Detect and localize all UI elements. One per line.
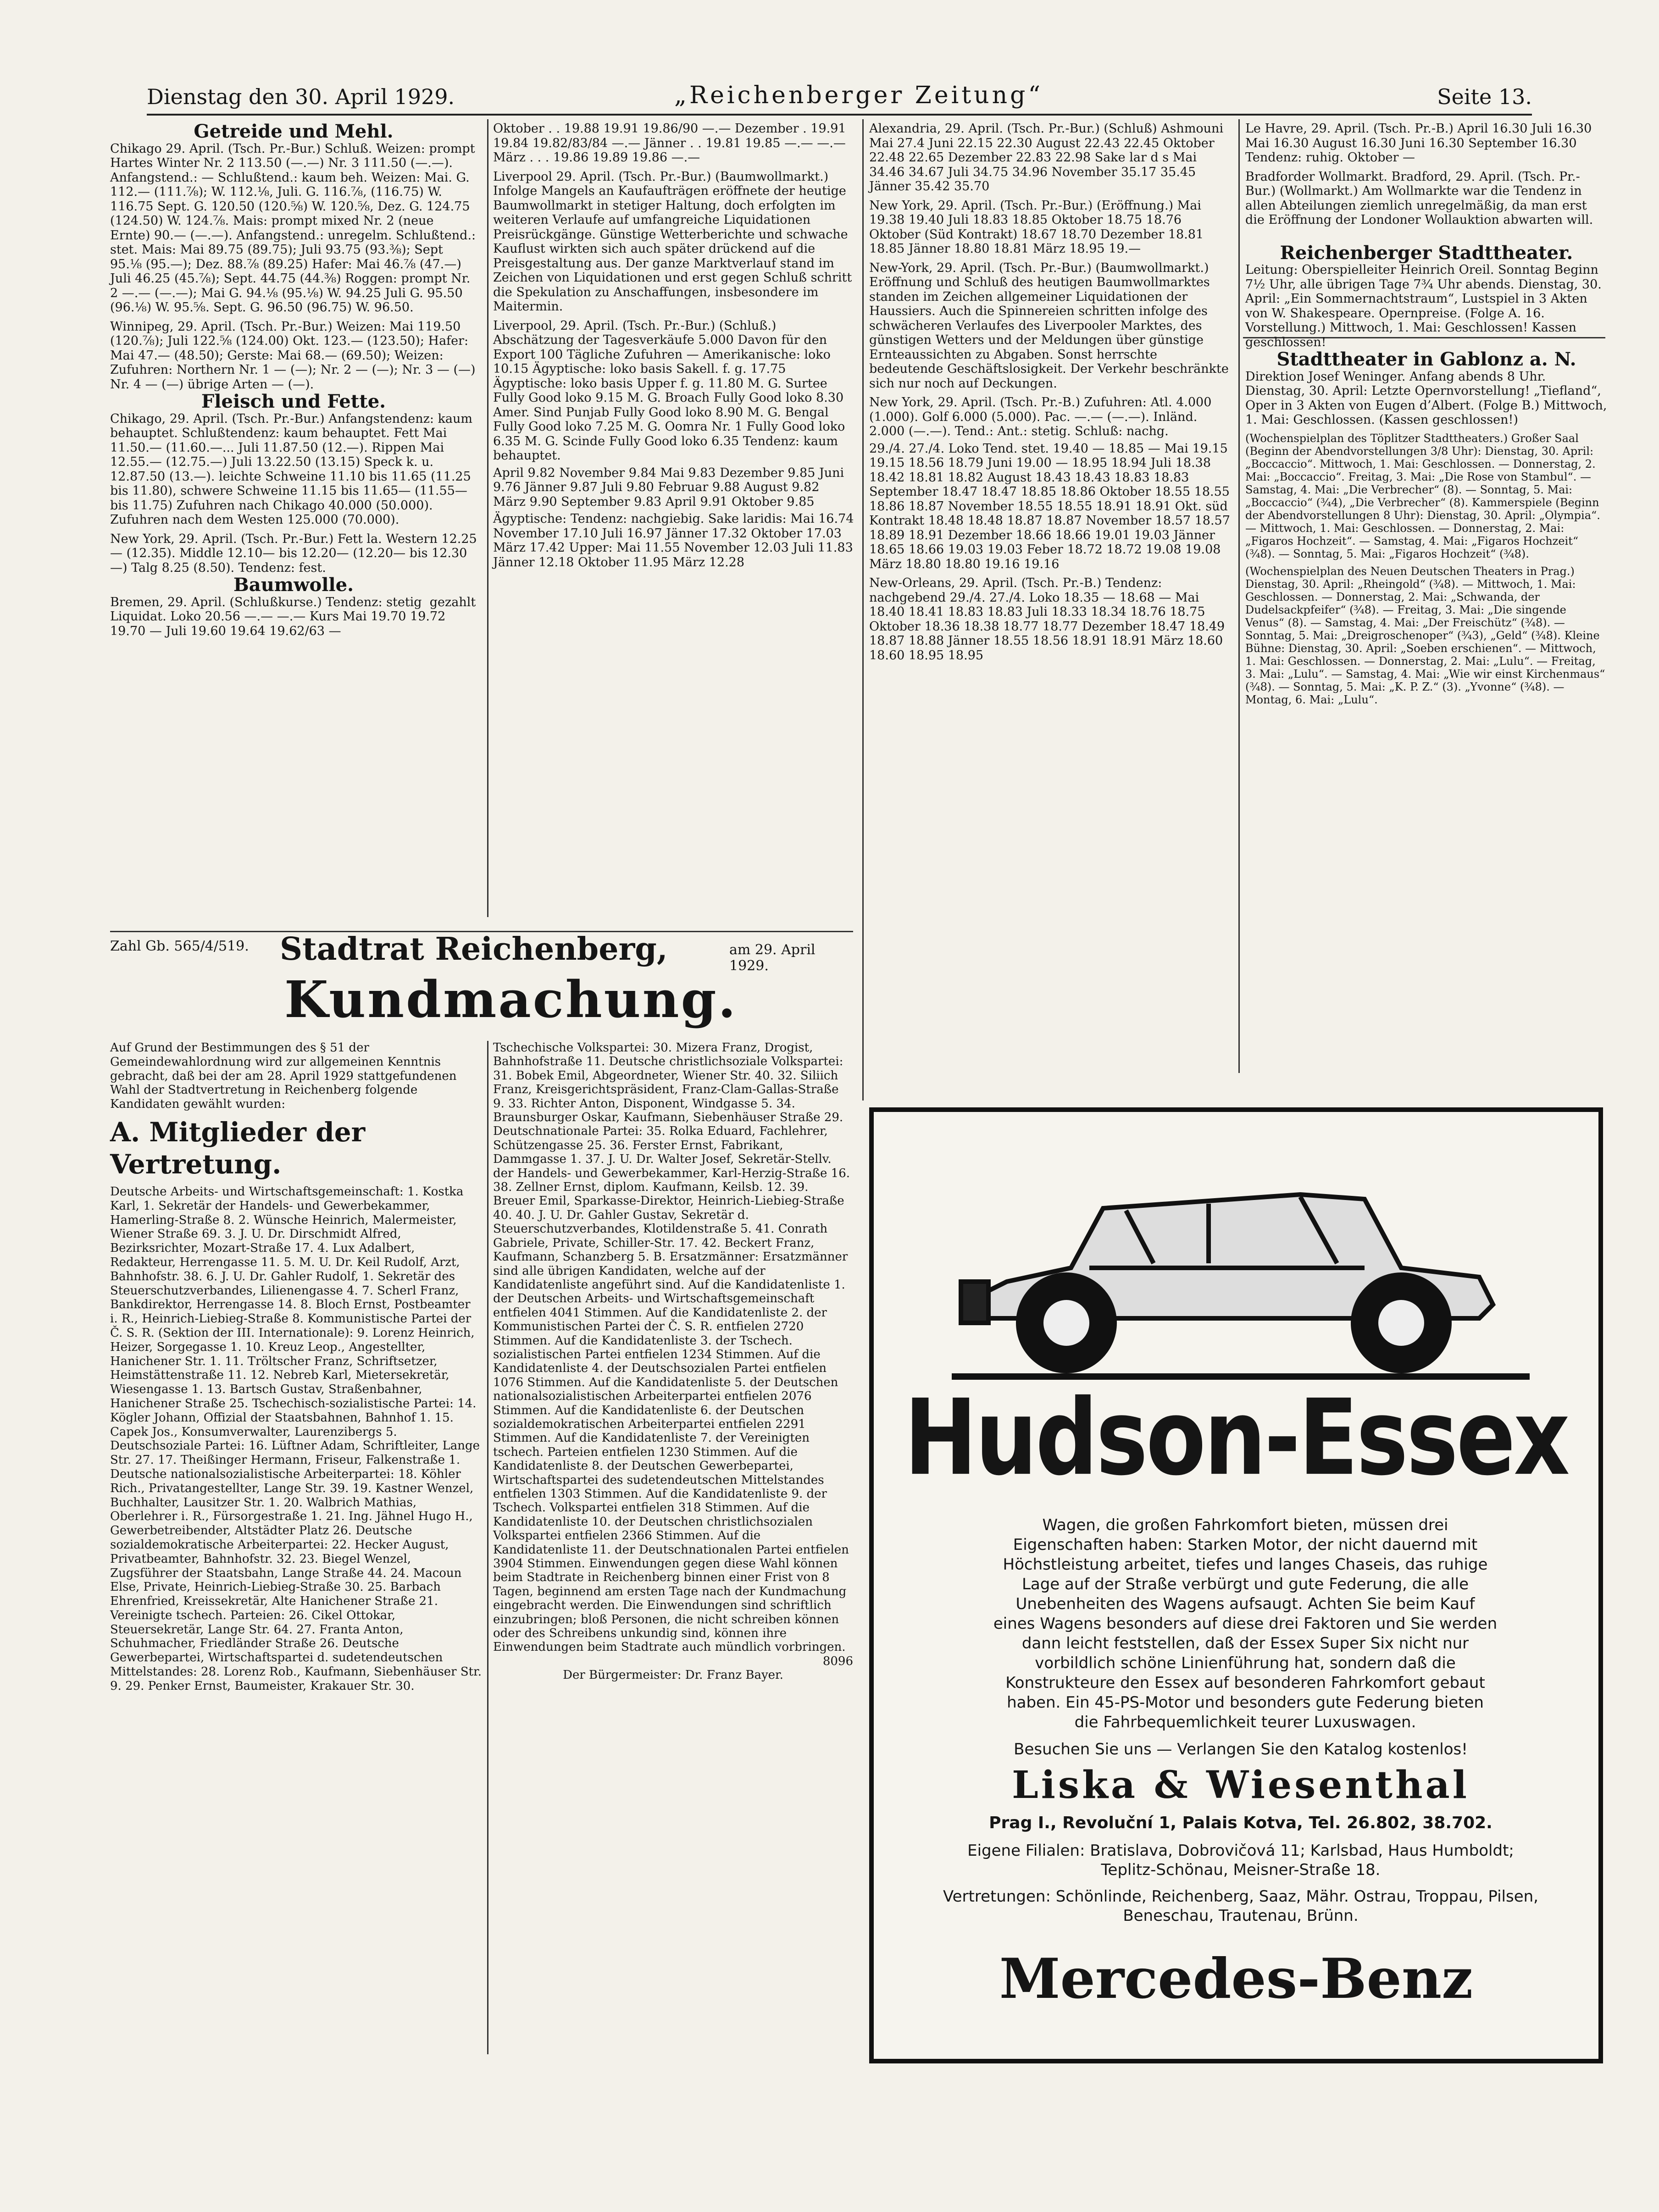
- notice-header: [110, 931, 853, 974]
- page-number: Seite 13.: [1437, 84, 1532, 109]
- ad-address: Prag I., Revoluční 1, Palais Kotva, Tel. 26.802, 38.702.: [989, 1814, 1493, 1832]
- prague-weekly-program: (Wochenspielplan des Neuen Deutschen Theaters in Prag.) Dienstag, 30. April: „Rheingold“ (¾8). — Mittwoch, 1. Mai: Geschlossen. — Donnerstag, 2. Mai: „Schwanda, der Dudelsackpfeifer“ (¾8). — Freitag, 3. Mai: „Die singende Venus“ (8). — Samstag, 4. Mai: „Der Freischütz“ (¾8). — Sonntag, 5. Mai: „Dreigroschenoper“ (¾3), „Geld“ (¾8). Kleine Bühne: Dienstag, 30. April: „Soeben erschienen“. — Mittwoch, 1. Mai: Geschlossen. — Donnerstag, 2. Mai: „Lulu“. — Freitag, 3. Mai: „Lulu“. — Samstag, 4. Mai: „Wie wir einst Kirchenmaus“ (¾8). — Sonntag, 5. Mai: „K. P. Z.“ (3). „Yvonne“ (¾8). — Montag, 6. Mai: „Lulu“.: [1245, 564, 1609, 706]
- header-date: Dienstag den 30. April 1929.: [147, 84, 455, 109]
- column-rule: [862, 119, 864, 1100]
- ad-brand: Hudson-Essex: [904, 1377, 1568, 1499]
- newyork-fat-report: New York, 29. April. (Tsch. Pr.-Bur.) Fett la. Western 12.25— (12.35). Middle 12.10— bis 12.20— (12.20— bis 12.30—) Talg 8.25 (8.50). Tendenz: fest.: [110, 531, 477, 575]
- markets-column-1: [110, 121, 484, 929]
- car-illustration: [952, 1130, 1530, 1387]
- notice-column-1: [110, 1041, 486, 2050]
- markets-column-3: [869, 122, 1232, 1103]
- hudson-essex-ad: [869, 1107, 1603, 2063]
- ad-text: Wagen, die großen Fahrkomfort bieten, müssen drei Eigenschaften haben: Starken Motor, der nicht dauernd mit Höchstleistung arbeitet, tiefes und langes Chaseis, das ruhige Lage auf der Straße verbürgt und gute Federung, die alle Unebenheiten des Wagens aufsaugt. Achten Sie beim Kauf eines Wagens besonders auf diese drei Faktoren und Sie werden dann leicht feststellen, daß der Essex Super Six nicht nur vorbildlich schöne Linienführung hat, sondern daß die Konstrukteure den Essex auf besonderen Fahrkomfort gebaut haben. Ein 45-PS-Motor und besonders gute Federung bieten die Fahrbequemlichkeit teurer Luxuswagen.: [993, 1516, 1498, 1731]
- notice-column-2: [493, 1041, 853, 2050]
- markets-column-2: [493, 122, 858, 929]
- neworleans-table: New-Orleans, 29. April. (Tsch. Pr.-B.) Tendenz: nachgebend 29./4. 27./4. Loko 18.35 — 18.68 — Mai 18.40 18.41 18.83 18.83 Juli 18.33 18.34 18.76 18.75 Oktober 18.36 18.38 18.77 18.77 Dezember 18.47 18.49 18.87 18.88 Jänner 18.55 18.56 18.91 18.91 März 18.60 18.60 18.95 18.95: [869, 576, 1229, 663]
- cotton-futures-table: Oktober . . 19.88 19.91 19.86/90 —.— Dezember . 19.91 19.84 19.82/83/84 —.— Jänner . . 19.81 19.85 —.— —.— März . . . 19.86 19.89 19.86 —.—: [493, 122, 850, 165]
- theater-program: Leitung: Oberspielleiter Heinrich Oreil. Sonntag Beginn 7½ Uhr, alle übrigen Tage 7¾ Uhr abends. Dienstag, 30. April: „Ein Sommernachtstraum“, Lustspiel in 3 Akten von W. Shakespeare. Opernpreise. (Folge A. 16. Vorstellung.) Mittwoch, 1. Mai: Geschlossen! Kassen geschlossen!: [1245, 263, 1606, 349]
- gablonz-program: Direktion Josef Weninger. Anfang abends 8 Uhr. Dienstag, 30. April: Letzte Opernvorstellung! „Tiefland“, Oper in 3 Akten von Eugen d’Albert. (Folge B.) Mittwoch, 1. Mai: Geschlossen. (Kassen geschlossen!): [1245, 369, 1611, 427]
- bradford-report: Bradforder Wollmarkt. Bradford, 29. April. (Tsch. Pr.-Bur.) (Wollmarkt.) Am Wollmarkte war die Tendenz in allen Abteilungen ziemlich unregelmäßig, da man erst die Eröffnung der Londoner Wollauktion abwarten will.: [1245, 169, 1593, 227]
- alexandria-report: Alexandria, 29. April. (Tsch. Pr.-Bur.) (Schluß) Ashmouni Mai 27.4 Juni 22.15 22.30 August 22.43 22.45 Oktober 22.48 22.65 Dezember 22.83 22.98 Sake lar d s Mai 34.46 34.67 Juli 34.75 34.96 November 35.17 35.45 Jänner 35.42 35.70: [869, 122, 1227, 194]
- notice-code: 8096: [822, 1654, 853, 1668]
- chicago-meat-report: Chikago, 29. April. (Tsch. Pr.-Bur.) Anfangstendenz: kaum behauptet. Schlußtendenz: kaum behauptet. Fett Mai 11.50.— (11.60.—... Juli 11.87.50 (12.—). Rippen Mai 12.55.— (12.75.—) Juli 13.22.50 (13.15) Speck k. u. 12.87.50 (13.—). leichte Schweine 11.10 bis 11.65 (11.25 bis 11.80), schwere Schweine 11.15 bis 11.65— (11.55— bis 11.75) Zufuhren nach Chikago 40.000 (50.000). Zufuhren nach dem Westen 125.000 (70.000).: [110, 411, 477, 527]
- ad-dealer: Liska & Wiesenthal: [1012, 1763, 1470, 1807]
- newyork-opening-table: New York, 29. April. (Tsch. Pr.-Bur.) (Eröffnung.) Mai 19.38 19.40 Juli 18.83 18.85 Oktober 18.75 18.76 Oktober (Süd Kontrakt) 18.67 18.70 Dezember 18.81 18.85 Jänner 18.80 18.81 März 18.95 19.—: [869, 198, 1208, 256]
- ad-brand-mercedes: Mercedes-Benz: [999, 1947, 1473, 2011]
- notice-intro: Auf Grund der Bestimmungen des § 51 der Gemeindewahlordnung wird zur allgemeinen Kenntnis gebracht, daß bei der am 28. April 1929 stattgefundenen Wahl der Stadtvertretung in Reichenberg folgende Kandidaten gewählt wurden:: [110, 1041, 461, 1112]
- heading-meat: Fleisch und Fette.: [201, 391, 386, 412]
- theater-heading: Reichenberger Stadttheater.: [1280, 242, 1573, 264]
- notice-authority: Stadtrat Reichenberg,: [280, 931, 668, 968]
- liverpool-closing-table: Liverpool, 29. April. (Tsch. Pr.-Bur.) (Schluß.) Abschätzung der Tagesverkäufe 5.000 Davon für den Export 100 Tägliche Zufuhren — Amerikanische: loko 10.15 Ägyptische: loko basis Sakell. f. g. 17.75 Ägyptische: loko basis Upper f. g. 11.80 M. G. Surtee Fully Good loko 9.15 M. G. Broach Fully Good loko 8.30 Amer. Sind Punjab Fully Good loko 8.90 M. G. Bengal Fully Good loko 7.25 M. G. Oomra Nr. 1 Fully Good loko 6.35 M. G. Scinde Fully Good loko 6.35 Tendenz: kaum behauptet.: [493, 318, 849, 463]
- column-rule: [487, 119, 488, 917]
- notice-signature: Der Bürgermeister: Dr. Franz Bayer.: [563, 1668, 783, 1682]
- ad-representatives: Vertretungen: Schönlinde, Reichenberg, Saaz, Mähr. Ostrau, Troppau, Pilsen, Beneschau, Trautenau, Brünn.: [943, 1887, 1538, 1925]
- liverpool-cotton-report: Liverpool 29. April. (Tsch. Pr.-Bur.) (Baumwollmarkt.) Infolge Mangels an Kaufaufträgen eröffnete der heutige Baumwollmarkt in stetiger Haltung, doch erfolgten im weiteren Verlaufe auf umfangreiche Liquidationen Preisrückgänge. Günstige Wetterberichte und schwache Kauflust wirkten sich auch später drückend auf die Preisgestaltung aus. Der ganze Marktverlauf stand im Zeichen von Liquidationen und erst gegen Schluß schritt die Spekulation zu Anschaffungen, insbesondere im Maitermin.: [493, 169, 856, 314]
- column-rule: [487, 1041, 488, 2054]
- notice-title: Kundmachung.: [284, 970, 738, 1029]
- heading-cotton: Baumwolle.: [233, 574, 354, 596]
- winnipeg-report: Winnipeg, 29. April. (Tsch. Pr.-Bur.) Weizen: Mai 119.50 (120.⅞); Juli 122.⅝ (124.00) Okt. 123.— (123.50); Hafer: Mai 47.— (48.50); Gerste: Mai 68.— (69.50); Weizen: Zufuhren: Northern Nr. 1 — (—); Nr. 2 — (—); Nr. 3 — (—) Nr. 4 — (—) übrige Arten — (—).: [110, 319, 480, 392]
- egyptian-cotton-table: Ägyptische: Tendenz: nachgiebig. Sake laridis: Mai 16.74 November 17.10 Juli 16.97 Jänner 17.32 Oktober 17.03 März 17.42 Upper: Mai 11.55 November 12.03 Juli 11.83 Jänner 12.18 Oktober 11.95 März 12.28: [493, 512, 858, 570]
- gablonz-heading: Stadttheater in Gablonz a. N.: [1276, 348, 1576, 370]
- newyork-futures-table: 29./4. 27./4. Loko Tend. stet. 19.40 — 18.85 — Mai 19.15 19.15 18.56 18.79 Juni 19.00 — 18.95 18.94 Juli 18.38 18.42 18.81 18.82 August 18.43 18.43 18.83 18.83 September 18.47 18.47 18.85 18.86 Oktober 18.55 18.55 18.86 18.87 November 18.55 18.55 18.91 18.91 Okt. süd Kontrakt 18.48 18.48 18.87 18.87 November 18.57 18.57 18.89 18.91 Dezember 18.66 18.66 19.01 19.03 Jänner 18.65 18.66 19.03 19.03 Feber 18.72 18.72 19.08 19.08 März 18.80 18.80 19.16 19.16: [869, 441, 1234, 571]
- heading-grain: Getreide und Mehl.: [194, 121, 394, 142]
- column-4: [1245, 122, 1611, 1075]
- ad-branches: Eigene Filialen: Bratislava, Dobrovičová 11; Karlsbad, Haus Humboldt; Teplitz-Schönau, Meisner-Straße 18.: [967, 1841, 1514, 1879]
- lehavre-report: Le Havre, 29. April. (Tsch. Pr.-B.) April 16.30 Juli 16.30 Mai 16.30 August 16.30 Juni 16.30 September 16.30 Tendenz: ruhig. Oktober —: [1245, 122, 1596, 165]
- ad-visit: Besuchen Sie uns — Verlangen Sie den Katalog kostenlos!: [1014, 1740, 1468, 1759]
- liverpool-futures-table: April 9.82 November 9.84 Mai 9.83 Dezember 9.85 Juni 9.76 Jänner 9.87 Juli 9.80 Februar 9.88 August 9.82 März 9.90 September 9.83 April 9.91 Oktober 9.85: [493, 465, 848, 509]
- teplitz-weekly-program: (Wochenspielplan des Töplitzer Stadttheaters.) Großer Saal (Beginn der Abendvorstellungen 3/8 Uhr): Dienstag, 30. April: „Boccaccio“. Mittwoch, 1. Mai: Geschlossen. — Donnerstag, 2. Mai: „Boccaccio“. Freitag, 3. Mai: „Die Rose von Stambul“. — Samstag, 4. Mai: „Die Verbrecher“ (8). — Sonntag, 5. Mai: „Boccaccio“ (¾4), „Die Verbrecher“ (8). Kammerspiele (Beginn der Abendvorstellungen 8 Uhr): Dienstag, 30. April: „Olympia“. — Mittwoch, 1. Mai: Geschlossen. — Donnerstag, 2. Mai: „Figaros Hochzeit“. — Samstag, 4. Mai: „Figaros Hochzeit“ (¾8). — Sonntag, 5. Mai: „Figaros Hochzeit“ (¾8).: [1245, 431, 1604, 560]
- newyork-receipts: New York, 29. April. (Tsch. Pr.-B.) Zufuhren: Atl. 4.000 (1.000). Golf 6.000 (5.000). Pac. —.— (—.—). Inländ. 2.000 (—.—). Tend.: Ant.: stetig. Schluß: nachg.: [869, 395, 1216, 438]
- column-rule: [1238, 119, 1240, 1073]
- candidate-list-1: Deutsche Arbeits- und Wirtschaftsgemeinschaft: 1. Kostka Karl, 1. Sekretär der Handels- und Gewerbekammer, Hamerling-Straße 8. 2. Wünsche Heinrich, Malermeister, Wiener Straße 69. 3. J. U. Dr. Dirschmidt Alfred, Bezirksrichter, Mozart-Straße 17. 4. Lux Adalbert, Redakteur, Herrengasse 11. 5. M. U. Dr. Keil Rudolf, Arzt, Bahnhofstr. 38. 6. J. U. Dr. Gahler Rudolf, 1. Sekretär des Steuerschutzverbandes, Lilienengasse 4. 7. Scherl Franz, Bankdirektor, Herrengasse 14. 8. Bloch Ernst, Postbeamter i. R., Heinrich-Liebieg-Straße 8. Kommunistische Partei der Č. S. R. (Sektion der III. Internationale): 9. Lorenz Heinrich, Heizer, Sorgegasse 1. 10. Kreuz Leop., Angestellter, Hanichener Str. 1. 11. Tröltscher Franz, Schriftsetzer, Heimstättenstraße 11. 12. Nebreb Karl, Mietersekretär, Wiesengasse 1. 13. Bartsch Gustav, Straßenbahner, Hanichener Straße 25. Tschechisch-sozialistische Partei: 14. Kögler Johann, Offizial der Staatsbahnen, Bahnhof 1. 15. Capek Jos., Konsumverwalter, Laurenzibergs 5. Deutschsoziale Partei: 16. Lüftner Adam, Schriftleiter, Lange Str. 27. 17. Theißinger Hermann, Friseur, Falkenstraße 1. Deutsche nationalsozialistische Arbeiterpartei: 18. Köhler Rich., Privatangestellter, Lange Str. 39. 19. Kastner Wenzel, Buchhalter, Lausitzer Str. 1. 20. Walbrich Mathias, Oberlehrer i. R., Fürsorgestraße 1. 21. Ing. Jähnel Hugo H., Gewerbetreibender, Altstädter Platz 26. Deutsche sozialdemokratische Arbeiterpartei: 22. Hecker August, Privatbeamter, Bahnhofstr. 32. 23. Biegel Wenzel, Zugsführer der Staatsbahn, Lange Straße 44. 24. Macoun Else, Private, Heinrich-Liebieg-Straße 30. 25. Barbach Ehrenfried, Kreissekretär, Alte Hanichener Straße 21. Vereinigte tschech. Parteien: 26. Cikel Ottokar, Steuersekretär, Lange Str. 64. 27. Franta Anton, Schuhmacher, Friedländer Straße 26. Deutsche Gewerbepartei, Wirtschaftspartei d. sudetendeutschen Mittelstandes: 28. Lorenz Rob., Kaufmann, Siebenhäuser Str. 9. 29. Penker Ernst, Baumeister, Krakauer Str. 30.: [110, 1184, 486, 1693]
- chicago-grain-report: Chikago 29. April. (Tsch. Pr.-Bur.) Schluß. Weizen: prompt Hartes Winter Nr. 2 113.50 (—.—) Nr. 3 111.50 (—.—). Anfangstend.: — Schlußtend.: kaum beh. Weizen: Mai. G. 112.— (111.⅞); W. 112.⅛, Juli. G. 116.⅞, (116.75) W. 116.75 Sept. G. 120.50 (120.⅝) W. 120.⅝, Dez. G. 124.75 (124.50) W. 124.⅞. Mais: prompt mixed Nr. 2 (neue Ernte) 90.— (—.—). Anfangstend.: unregelm. Schlußtend.: stet. Mais: Mai 89.75 (89.75); Juli 93.75 (93.⅜); Sept 95.⅛ (95.—); Dez. 88.⅞ (89.25) Hafer: Mai 46.⅞ (47.—) Juli 46.25 (45.⅞); Sept. 44.75 (44.⅜) Roggen: prompt Nr. 2 —.— (—.—); Mai G. 94.⅛ (95.⅛) W. 94.25 Juli G. 95.50 (96.⅛) W. 95.⅝. Sept. G. 96.50 (96.75) W. 96.50.: [110, 141, 480, 315]
- newyork-cotton-report: New-York, 29. April. (Tsch. Pr.-Bur.) (Baumwollmarkt.) Eröffnung und Schluß des heutigen Baumwollmarktes standen im Zeichen allgemeiner Liquidationen der Haussiers. Auch die Spinnereien schritten infolge des schwächeren Verlaufes des Liverpooler Marktes, des günstigen Wetters und der Meldungen über günstige Ernteaussichten zu Abgaben. Sonst herrschte bedeutende Geschäftslosigkeit. Der Verkehr beschränkte sich nur noch auf Deckungen.: [869, 260, 1233, 391]
- notice-ref: Zahl Gb. 565/4/519.: [110, 938, 249, 954]
- candidate-list-2: Tschechische Volkspartei: 30. Mizera Franz, Drogist, Bahnhofstraße 11. Deutsche christlichsoziale Volkspartei: 31. Bobek Emil, Abgeordneter, Wiener Str. 40. 32. Siliich Franz, Kreisgerichtspräsident, Franz-Clam-Gallas-Straße 9. 33. Richter Anton, Disponent, Windgasse 5. 34. Braunsburger Oskar, Kaufmann, Siebenhäuser Straße 29. Deutschnationale Partei: 35. Rolka Eduard, Fachlehrer, Schützengasse 25. 36. Ferster Ernst, Fabrikant, Dammgasse 1. 37. J. U. Dr. Walter Josef, Sekretär-Stellv. der Handels- und Gewerbekammer, Karl-Herzig-Straße 16. 38. Zellner Ernst, diplom. Kaufmann, Keilsb. 12. 39. Breuer Emil, Sparkasse-Direktor, Heinrich-Liebieg-Straße 40. 40. J. U. Dr. Gahler Gustav, Sekretär d. Steuerschutzverbandes, Klotildenstraße 5. 41. Conrath Gabriele, Private, Schiller-Str. 17. 42. Beckert Franz, Kaufmann, Schanzberg 5. B. Ersatzmänner: Ersatzmänner sind alle übrigen Kandidaten, welche auf der Kandidatenliste angeführt sind. Auf die Kandidatenliste 1. der Deutschen Arbeits- und Wirtschaftsgemeinschaft entfielen 4041 Stimmen. Auf die Kandidatenliste 2. der Kommunistischen Partei der Č. S. R. entfielen 2720 Stimmen. Auf die Kandidatenliste 3. der Tschech. sozialistischen Partei entfielen 1234 Stimmen. Auf die Kandidatenliste 4. der Deutschsozialen Partei entfielen 1076 Stimmen. Auf die Kandidatenliste 5. der Deutschen nationalsozialistischen Arbeiterpartei entfielen 2076 Stimmen. Auf die Kandidatenliste 6. der Deutschen sozialdemokratischen Arbeiterpartei entfielen 2291 Stimmen. Auf die Kandidatenliste 7. der Vereinigten tschech. Parteien entfielen 1230 Stimmen. Auf die Kandidatenliste 8. der Deutschen Gewerbepartei, Wirtschaftspartei des sudetendeutschen Mittelstandes entfielen 1303 Stimmen. Auf die Kandidatenliste 9. der Tschech. Volkspartei entfielen 318 Stimmen. Auf die Kandidatenliste 10. der Deutschen christlichsozialen Volkspartei entfielen 2366 Stimmen. Auf die Kandidatenliste 11. der Deutschnationalen Partei entfielen 3904 Stimmen. Einwendungen gegen diese Wahl können beim Stadtrate in Reichenberg binnen einer Frist von 8 Tagen, beginnend am ersten Tage nach der Kundmachung eingebracht werden. Die Einwendungen sind schriftlich einzubringen; bloß Personen, die nicht schreiben können oder des Schreibens unkundig sind, können ihre Einwendungen beim Stadtrate auch mündlich vorbringen.: [493, 1041, 854, 1654]
- notice-date: am 29. April 1929.: [729, 942, 816, 974]
- page-header: [147, 82, 1532, 116]
- bremen-cotton-report: Bremen, 29. April. (Schlußkurse.) Tendenz: stetig gezahlt Liquidat. Loko 20.56 —.— —.— Kurs Mai 19.70 19.72 19.70 — Juli 19.60 19.64 19.62/63 —: [110, 595, 484, 638]
- section-a-heading: A. Mitglieder der Vertretung.: [110, 1116, 375, 1180]
- newspaper-title: „Reichenberger Zeitung“: [674, 82, 1043, 109]
